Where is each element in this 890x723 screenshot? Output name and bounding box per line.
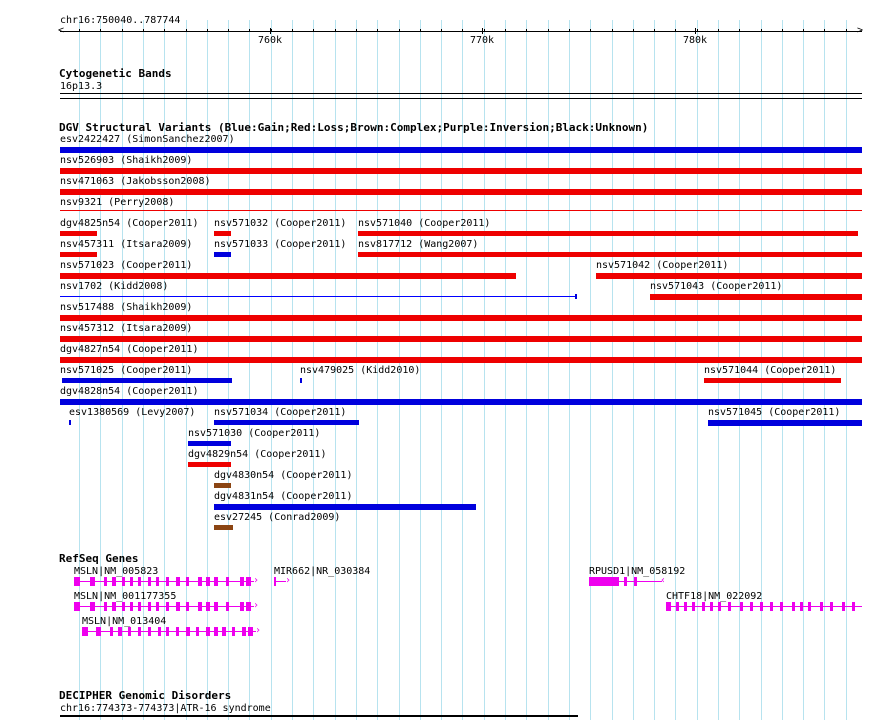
- refseq-gene-exon[interactable]: [808, 602, 811, 611]
- refseq-gene-exon[interactable]: [226, 602, 229, 611]
- refseq-gene-exon[interactable]: [118, 627, 122, 636]
- refseq-gene-exon[interactable]: [166, 602, 169, 611]
- dgv-feature-label: nsv571032 (Cooper2011): [214, 218, 347, 229]
- dgv-feature-bar[interactable]: [214, 252, 231, 257]
- dgv-feature-label: nsv571023 (Cooper2011): [60, 260, 193, 271]
- refseq-gene-label: MSLN|NM_001177355: [74, 591, 177, 602]
- refseq-gene-exon[interactable]: [206, 627, 210, 636]
- strand-arrow-icon: ›: [285, 575, 292, 586]
- dgv-feature-bar[interactable]: [358, 231, 858, 236]
- refseq-gene-exon[interactable]: [692, 602, 695, 611]
- refseq-track-title: RefSeq Genes: [59, 552, 139, 565]
- refseq-gene-exon[interactable]: [830, 602, 833, 611]
- dgv-feature-label: nsv571044 (Cooper2011): [704, 365, 837, 376]
- dgv-feature-label: nsv479025 (Kidd2010): [300, 365, 421, 376]
- ruler-left-arrow: <: [58, 25, 65, 36]
- dgv-feature-bar[interactable]: [214, 483, 231, 488]
- dgv-feature-bar[interactable]: [60, 147, 862, 153]
- refseq-gene-exon[interactable]: [240, 602, 244, 611]
- dgv-feature-bar[interactable]: [60, 252, 97, 257]
- refseq-gene-exon[interactable]: [232, 627, 235, 636]
- refseq-gene-exon[interactable]: [90, 602, 95, 611]
- dgv-feature-label: nsv571042 (Cooper2011): [596, 260, 729, 271]
- dgv-feature-bar[interactable]: [358, 252, 862, 257]
- dgv-feature-bar[interactable]: [188, 441, 231, 446]
- refseq-gene-exon[interactable]: [206, 602, 210, 611]
- strand-arrow-icon: ›: [255, 625, 262, 636]
- dgv-feature-label: dgv4830n54 (Cooper2011): [214, 470, 353, 481]
- dgv-feature-label: nsv9321 (Perry2008): [60, 197, 175, 208]
- refseq-gene-label: MIR662|NR_030384: [274, 566, 371, 577]
- refseq-gene-exon[interactable]: [684, 602, 687, 611]
- refseq-gene-exon[interactable]: [198, 577, 202, 586]
- refseq-gene-exon[interactable]: [214, 602, 218, 611]
- dgv-feature-label: dgv4825n54 (Cooper2011): [60, 218, 199, 229]
- dgv-feature-bar[interactable]: [300, 378, 302, 383]
- dgv-feature-bar[interactable]: [62, 378, 232, 383]
- cytoband-label: 16p13.3: [60, 81, 103, 92]
- refseq-gene-exon[interactable]: [110, 627, 113, 636]
- dgv-feature-bar[interactable]: [60, 231, 97, 236]
- dgv-feature-bar[interactable]: [708, 420, 862, 426]
- refseq-gene-exon[interactable]: [214, 577, 218, 586]
- dgv-feature-bar[interactable]: [60, 210, 862, 211]
- dgv-feature-label: nsv1702 (Kidd2008): [60, 281, 169, 292]
- refseq-gene-exon[interactable]: [166, 577, 169, 586]
- refseq-gene-exon[interactable]: [112, 577, 116, 586]
- refseq-gene-exon[interactable]: [104, 602, 107, 611]
- decipher-feature-bar[interactable]: [60, 715, 578, 717]
- refseq-gene-exon[interactable]: [130, 577, 133, 586]
- refseq-gene-exon[interactable]: [130, 602, 133, 611]
- dgv-feature-bar[interactable]: [60, 315, 862, 321]
- refseq-gene-exon[interactable]: [186, 602, 189, 611]
- cytoband-track-title: Cytogenetic Bands: [59, 67, 172, 80]
- dgv-feature-label: nsv571040 (Cooper2011): [358, 218, 491, 229]
- refseq-gene-exon[interactable]: [166, 627, 169, 636]
- refseq-gene-exon[interactable]: [156, 602, 159, 611]
- strand-arrow-icon: ›: [253, 575, 260, 586]
- refseq-gene-exon[interactable]: [148, 627, 151, 636]
- strand-arrow-icon: ‹: [660, 575, 667, 586]
- dgv-feature-bar[interactable]: [214, 525, 233, 530]
- dgv-feature-label: dgv4831n54 (Cooper2011): [214, 491, 353, 502]
- refseq-gene-exon[interactable]: [780, 602, 783, 611]
- ruler-right-arrow: >: [857, 25, 864, 36]
- refseq-gene-exon[interactable]: [634, 577, 637, 586]
- dgv-feature-label: dgv4828n54 (Cooper2011): [60, 386, 199, 397]
- refseq-gene-label: RPUSD1|NM_058192: [589, 566, 686, 577]
- refseq-gene-exon[interactable]: [206, 577, 210, 586]
- refseq-gene-exon[interactable]: [589, 577, 619, 586]
- dgv-feature-bar[interactable]: [60, 273, 516, 279]
- refseq-gene-exon[interactable]: [214, 627, 218, 636]
- dgv-feature-bar[interactable]: [188, 462, 231, 467]
- refseq-gene-exon[interactable]: [740, 602, 743, 611]
- dgv-feature-label: nsv571025 (Cooper2011): [60, 365, 193, 376]
- refseq-gene-exon[interactable]: [624, 577, 627, 586]
- dgv-feature-label: dgv4829n54 (Cooper2011): [188, 449, 327, 460]
- decipher-feature-label: chr16:774373-774373|ATR-16 syndrome: [60, 703, 271, 714]
- dgv-feature-bar[interactable]: [214, 420, 359, 425]
- refseq-gene-exon[interactable]: [112, 602, 116, 611]
- dgv-feature-label: nsv457311 (Itsara2009): [60, 239, 193, 250]
- refseq-gene-exon[interactable]: [242, 627, 246, 636]
- dgv-feature-label: dgv4827n54 (Cooper2011): [60, 344, 199, 355]
- refseq-gene-exon[interactable]: [852, 602, 855, 611]
- dgv-feature-bar[interactable]: [650, 294, 862, 300]
- refseq-gene-exon[interactable]: [122, 602, 125, 611]
- refseq-gene-label: MSLN|NM_013404: [82, 616, 167, 627]
- dgv-feature-end-cap: [575, 294, 577, 299]
- refseq-gene-exon[interactable]: [128, 627, 131, 636]
- refseq-gene-exon[interactable]: [240, 577, 244, 586]
- dgv-feature-label: nsv571034 (Cooper2011): [214, 407, 347, 418]
- refseq-gene-exon[interactable]: [148, 602, 151, 611]
- refseq-gene-exon[interactable]: [760, 602, 763, 611]
- dgv-feature-label: esv2422427 (SimonSanchez2007): [60, 134, 235, 145]
- refseq-gene-exon[interactable]: [122, 577, 125, 586]
- refseq-gene-exon[interactable]: [800, 602, 803, 611]
- refseq-gene-exon[interactable]: [176, 577, 180, 586]
- dgv-feature-bar[interactable]: [60, 399, 862, 405]
- refseq-gene-exon[interactable]: [246, 577, 251, 586]
- refseq-gene-exon[interactable]: [820, 602, 823, 611]
- refseq-gene-exon[interactable]: [702, 602, 705, 611]
- refseq-gene-exon[interactable]: [104, 577, 107, 586]
- refseq-gene-exon[interactable]: [226, 577, 229, 586]
- dgv-track-title: DGV Structural Variants (Blue:Gain;Red:Loss;Brown:Complex;Purple:Inversion;Black:Unknown): [59, 121, 649, 134]
- dgv-feature-label: nsv471063 (Jakobsson2008): [60, 176, 211, 187]
- refseq-gene-exon[interactable]: [222, 627, 226, 636]
- refseq-gene-exon[interactable]: [728, 602, 731, 611]
- refseq-gene-exon[interactable]: [274, 577, 276, 586]
- refseq-gene-exon[interactable]: [74, 577, 80, 586]
- refseq-gene-exon[interactable]: [770, 602, 773, 611]
- refseq-gene-label: MSLN|NM_005823: [74, 566, 159, 577]
- refseq-gene-exon[interactable]: [186, 627, 190, 636]
- dgv-feature-bar[interactable]: [60, 189, 862, 195]
- refseq-gene-exon[interactable]: [138, 577, 141, 586]
- refseq-gene-exon[interactable]: [246, 602, 251, 611]
- dgv-feature-label: esv27245 (Conrad2009): [214, 512, 341, 523]
- dgv-feature-label: nsv517488 (Shaikh2009): [60, 302, 193, 313]
- refseq-gene-exon[interactable]: [718, 602, 721, 611]
- refseq-gene-exon[interactable]: [82, 627, 88, 636]
- refseq-gene-exon[interactable]: [842, 602, 845, 611]
- refseq-gene-exon[interactable]: [196, 627, 199, 636]
- refseq-gene-exon[interactable]: [138, 627, 141, 636]
- dgv-feature-label: nsv526903 (Shaikh2009): [60, 155, 193, 166]
- dgv-feature-bar[interactable]: [60, 336, 862, 342]
- refseq-gene-exon[interactable]: [676, 602, 679, 611]
- dgv-feature-bar[interactable]: [214, 231, 231, 236]
- dgv-feature-bar[interactable]: [214, 504, 476, 510]
- refseq-gene-exon[interactable]: [138, 602, 141, 611]
- refseq-gene-exon[interactable]: [90, 577, 95, 586]
- refseq-gene-exon[interactable]: [248, 627, 253, 636]
- dgv-feature-bar[interactable]: [60, 296, 575, 297]
- refseq-gene-exon[interactable]: [176, 627, 179, 636]
- ruler-tick-label-780k: 780k: [682, 35, 708, 46]
- dgv-feature-label: nsv571043 (Cooper2011): [650, 281, 783, 292]
- dgv-feature-label: nsv457312 (Itsara2009): [60, 323, 193, 334]
- ruler-tick-label-770k: 770k: [469, 35, 495, 46]
- refseq-gene-exon[interactable]: [158, 627, 161, 636]
- refseq-gene-intron[interactable]: [82, 631, 256, 632]
- dgv-feature-label: nsv571030 (Cooper2011): [188, 428, 321, 439]
- dgv-feature-bar[interactable]: [60, 168, 862, 174]
- refseq-gene-exon[interactable]: [176, 602, 180, 611]
- dgv-feature-label: nsv571033 (Cooper2011): [214, 239, 347, 250]
- refseq-gene-exon[interactable]: [792, 602, 795, 611]
- dgv-feature-bar[interactable]: [69, 420, 71, 425]
- dgv-feature-bar[interactable]: [596, 273, 862, 279]
- refseq-gene-exon[interactable]: [198, 602, 202, 611]
- refseq-gene-exon[interactable]: [156, 577, 159, 586]
- dgv-feature-label: nsv817712 (Wang2007): [358, 239, 479, 250]
- refseq-gene-exon[interactable]: [96, 627, 101, 636]
- refseq-gene-label: CHTF18|NM_022092: [666, 591, 763, 602]
- refseq-gene-exon[interactable]: [148, 577, 151, 586]
- refseq-gene-exon[interactable]: [74, 602, 80, 611]
- dgv-feature-bar[interactable]: [60, 357, 862, 363]
- ruler-tick-label-760k: 760k: [257, 35, 283, 46]
- dgv-feature-label: nsv571045 (Cooper2011): [708, 407, 841, 418]
- dgv-feature-label: esv1380569 (Levy2007): [69, 407, 196, 418]
- decipher-track-title: DECIPHER Genomic Disorders: [59, 689, 232, 702]
- refseq-gene-exon[interactable]: [750, 602, 753, 611]
- strand-arrow-icon: ›: [253, 600, 260, 611]
- refseq-gene-exon[interactable]: [710, 602, 713, 611]
- refseq-gene-exon[interactable]: [186, 577, 189, 586]
- ruler-location: chr16:750040..787744: [60, 15, 181, 26]
- dgv-feature-bar[interactable]: [704, 378, 841, 383]
- refseq-gene-exon[interactable]: [666, 602, 671, 611]
